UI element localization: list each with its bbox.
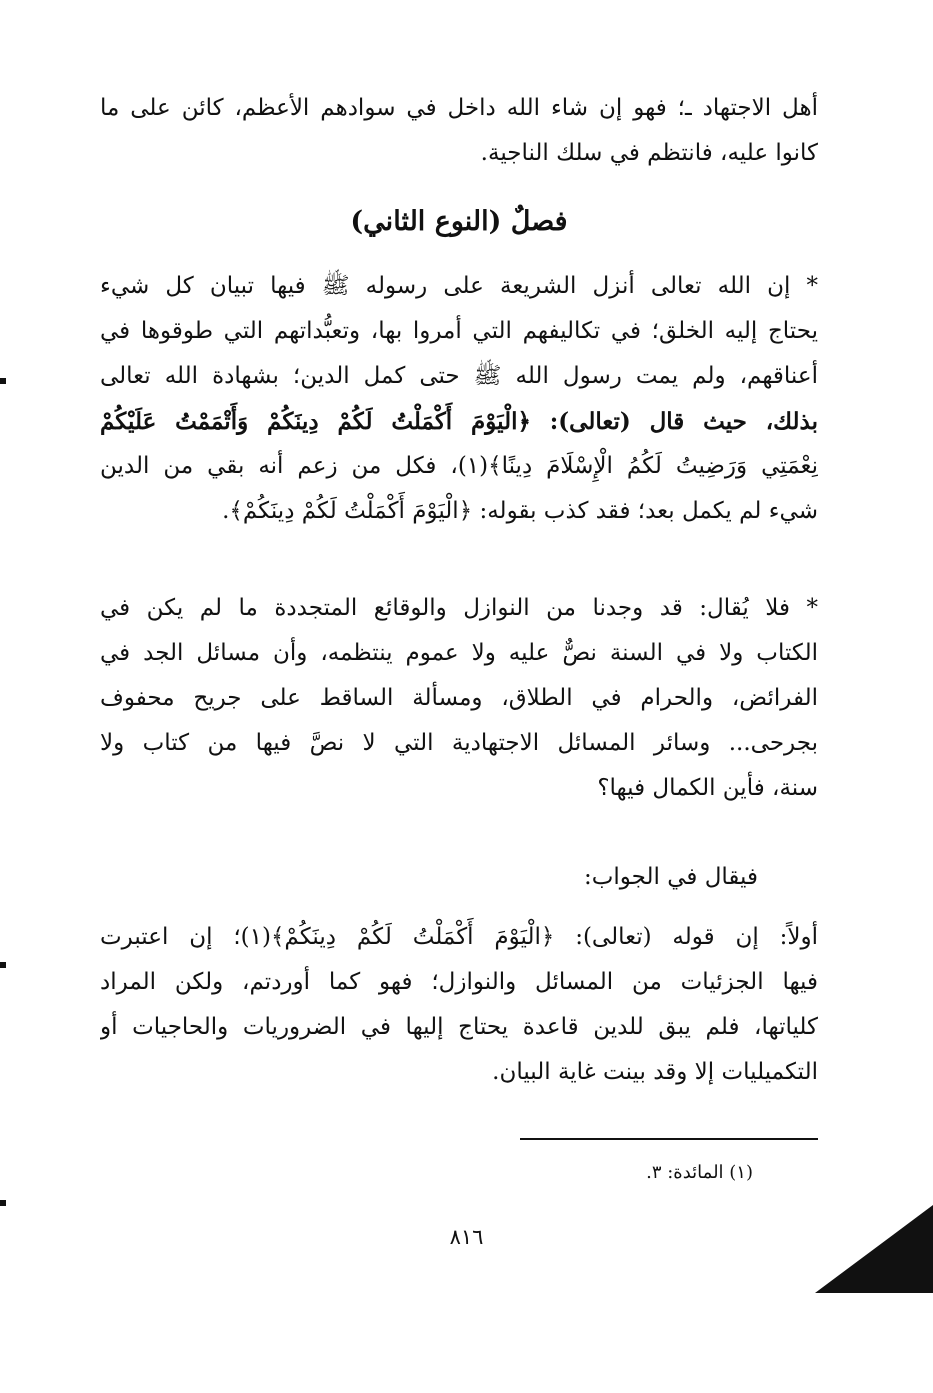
text-line: فيقال في الجواب: xyxy=(584,864,758,890)
text-line: شيء لم يكمل بعد؛ فقد كذب بقوله: ﴿الْيَوْمَ أَكْمَلْتُ لَكُمْ دِينَكُمْ﴾. xyxy=(222,498,818,524)
paragraph-answer-intro xyxy=(100,855,818,900)
text-line: الفرائض، والحرام في الطلاق، ومسألة الساقط على جريح محفوف xyxy=(100,685,818,711)
footnote-divider xyxy=(520,1138,818,1140)
text-line: نِعْمَتِي وَرَضِيتُ لَكُمُ الْإِسْلَامَ دِينًا﴾(١)، فكل من زعم أنه بقي من الدين xyxy=(100,453,818,479)
section-heading: فصلٌ (النوع الثاني) xyxy=(350,206,568,237)
text-line: بجرحى... وسائر المسائل الاجتهادية التي لا نصَّ فيها من كتاب ولا xyxy=(100,730,818,756)
text-line: التكميليات إلا وقد بينت غاية البيان. xyxy=(492,1059,818,1085)
text-line: بذلك، حيث قال (تعالى): ﴿الْيَوْمَ أَكْمَلْتُ لَكُمْ دِينَكُمْ وَأَتْمَمْتُ عَلَيْكُمْ xyxy=(100,408,818,435)
text-line: كانوا عليه، فانتظم في سلك الناجية. xyxy=(480,140,818,166)
text-line: يحتاج إليه الخلق؛ في تكاليفهم التي أمروا بها، وتعبُّداتهم التي طوقوها في xyxy=(100,318,818,344)
text-line: أهل الاجتهاد ـ؛ فهو إن شاء الله داخل في سوادهم الأعظم، كائن على ما xyxy=(100,95,818,121)
text-line: * إن الله تعالى أنزل الشريعة على رسوله ﷺ فيها تبيان كل شيء xyxy=(100,273,818,299)
text-line: كلياتها، فلم يبق للدين قاعدة يحتاج إليها في الضروريات والحاجيات أو xyxy=(100,1014,818,1040)
scan-edge-mark xyxy=(0,378,6,384)
text-line: أولاً: إن قوله (تعالى): ﴿الْيَوْمَ أَكْمَلْتُ لَكُمْ دِينَكُمْ﴾(١)؛ إن اعتبرت xyxy=(100,924,818,950)
scan-corner-shadow xyxy=(815,1205,933,1293)
text-line: أعناقهم، ولم يمت رسول الله ﷺ حتى كمل الدين؛ بشهادة الله تعالى xyxy=(100,363,818,389)
text-line: فيها الجزئيات من المسائل والنوازل؛ فهو كما أوردتم، ولكن المراد xyxy=(100,969,818,995)
paragraph-first-answer xyxy=(100,915,818,1095)
footnote: (١) المائدة: ٣. xyxy=(646,1162,753,1183)
paragraph-objection xyxy=(100,586,818,811)
paragraph-sharia-completion xyxy=(100,264,818,534)
text-line: سنة، فأين الكمال فيها؟ xyxy=(597,775,818,801)
text-line: الكتاب ولا في السنة نصٌّ عليه ولا عموم ينتظمه، وأن مسائل الجد في xyxy=(100,640,818,666)
text-line: * فلا يُقال: قد وجدنا من النوازل والوقائع المتجددة ما لم يكن في xyxy=(100,595,818,621)
scan-edge-mark xyxy=(0,962,6,968)
scan-edge-mark xyxy=(0,1200,6,1206)
page-number: ٨١٦ xyxy=(449,1225,484,1249)
intro-paragraph xyxy=(100,86,818,176)
